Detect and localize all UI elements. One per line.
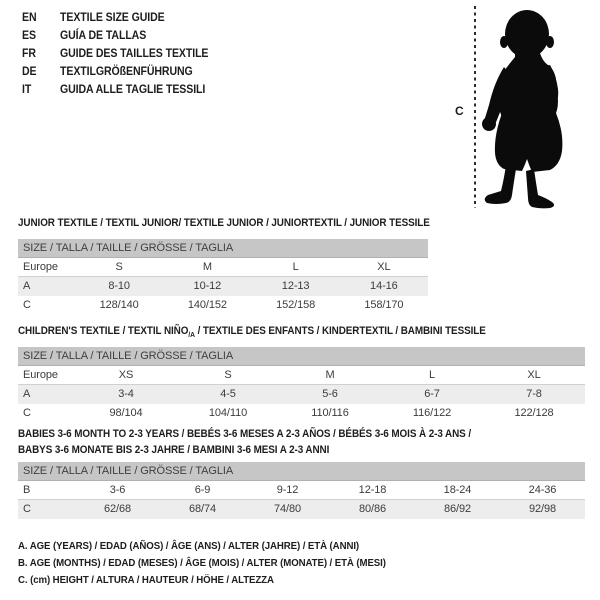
title-line2: BABYS 3-6 MONATE BIS 2-3 JAHRE / BAMBINI 3-6 MESI A 2-3 ANNI — [18, 444, 330, 456]
row-label: B — [23, 484, 31, 496]
table-row-height — [18, 296, 428, 315]
table-cell: 4-5 — [220, 388, 236, 400]
language-code: DE — [22, 64, 37, 78]
table-cell: 7-8 — [526, 388, 542, 400]
size-header-bar: SIZE / TALLA / TAILLE / GRÖSSE / TAGLIA — [18, 239, 428, 258]
children-table-title — [18, 325, 486, 339]
language-code: IT — [22, 82, 32, 96]
table-cell: 9-12 — [276, 484, 299, 496]
footnote-age-years: A. AGE (YEARS) / EDAD (AÑOS) / ÂGE (ANS) / ALTER (JAHRE) / ETÀ (ANNI) — [18, 540, 360, 552]
table-row-europe — [18, 366, 585, 385]
table-cell: 18-24 — [443, 484, 472, 496]
table-row-europe — [18, 258, 428, 277]
table-cell: 3-6 — [109, 484, 126, 496]
table-row-age — [18, 277, 428, 296]
language-row-de — [22, 62, 229, 80]
baby-silhouette — [480, 5, 580, 212]
table-cell: 12-18 — [358, 484, 387, 496]
table-cell: 6-7 — [424, 388, 440, 400]
table-cell: 74/80 — [273, 503, 302, 515]
table-cell: 104/110 — [208, 407, 248, 419]
table-row-height — [18, 500, 585, 519]
row-label: A — [23, 280, 31, 292]
table-cell: 140/152 — [187, 299, 227, 311]
row-label: C — [23, 299, 31, 311]
table-cell: M — [202, 261, 212, 273]
table-row-months — [18, 481, 585, 500]
row-label: A — [23, 388, 31, 400]
language-code: EN — [22, 10, 37, 24]
table-cell: 86/92 — [443, 503, 472, 515]
height-measure-line — [474, 6, 476, 208]
junior-size-table — [18, 239, 428, 315]
children-size-table — [18, 347, 585, 423]
table-cell: 12-13 — [281, 280, 310, 292]
table-cell: L — [428, 369, 436, 381]
table-cell: 10-12 — [193, 280, 222, 292]
size-header-bar: SIZE / TALLA / TAILLE / GRÖSSE / TAGLIA — [18, 347, 585, 366]
junior-table-title: JUNIOR TEXTILE / TEXTIL JUNIOR/ TEXTILE JUNIOR / JUNIORTEXTIL / JUNIOR TESSILE — [18, 217, 430, 229]
title-subscript: /A — [188, 330, 195, 340]
table-cell: XL — [527, 369, 541, 381]
title-text: / TEXTILE DES ENFANTS / KINDERTEXTIL / BAMBINI TESSILE — [194, 325, 486, 337]
guide-title-es: GUÍA DE TALLAS — [60, 28, 147, 42]
babies-table-title — [18, 426, 471, 458]
table-cell: 68/74 — [188, 503, 217, 515]
table-cell: 98/104 — [109, 407, 143, 419]
table-cell: 14-16 — [370, 280, 398, 292]
table-cell: 92/98 — [528, 503, 557, 515]
table-cell: 80/86 — [358, 503, 387, 515]
footnotes — [18, 538, 418, 589]
table-cell: S — [115, 261, 123, 273]
row-label: Europe — [23, 369, 58, 381]
table-cell: 122/128 — [514, 407, 554, 419]
size-header-bar: SIZE / TALLA / TAILLE / GRÖSSE / TAGLIA — [18, 462, 585, 481]
height-measure-label: C — [455, 104, 464, 118]
footnote-height: C. (cm) HEIGHT / ALTURA / HAUTEUR / HÖHE / ALTEZZA — [18, 574, 274, 586]
table-cell: 62/68 — [103, 503, 132, 515]
table-cell: 6-9 — [194, 484, 211, 496]
table-cell: M — [325, 369, 335, 381]
guide-title-de: TEXTILGRÖßENFÜHRUNG — [60, 64, 193, 78]
table-cell: 152/158 — [276, 299, 316, 311]
language-row-es — [22, 26, 229, 44]
table-cell: 158/170 — [364, 299, 404, 311]
table-cell: 116/122 — [412, 407, 452, 419]
table-cell: 8-10 — [108, 280, 130, 292]
table-cell: 24-36 — [528, 484, 557, 496]
row-label: Europe — [23, 261, 58, 273]
table-cell: 128/140 — [99, 299, 139, 311]
language-code: FR — [22, 46, 36, 60]
table-cell: XS — [118, 369, 134, 381]
language-code: ES — [22, 28, 36, 42]
table-row-height — [18, 404, 585, 423]
row-label: C — [23, 407, 31, 419]
footnote-age-months: B. AGE (MONTHS) / EDAD (MESES) / ÂGE (MOIS) / ALTER (MONATE) / ETÀ (MESI) — [18, 557, 386, 569]
table-cell: 3-4 — [118, 388, 134, 400]
babies-size-table — [18, 462, 585, 519]
language-row-it — [22, 80, 229, 98]
title-line1: BABIES 3-6 MONTH TO 2-3 YEARS / BEBÉS 3-6 MESES A 2-3 AÑOS / BÉBÉS 3-6 MOIS À 2-3 ANS / — [18, 428, 471, 440]
title-text: CHILDREN'S TEXTILE / TEXTIL NIÑO — [18, 325, 189, 337]
table-cell: XL — [377, 261, 391, 273]
language-row-en — [22, 8, 229, 26]
table-cell: 110/116 — [311, 407, 349, 419]
guide-title-fr: GUIDE DES TAILLES TEXTILE — [60, 46, 209, 60]
guide-title-en: TEXTILE SIZE GUIDE — [60, 10, 165, 24]
table-row-age — [18, 385, 585, 404]
row-label: C — [23, 503, 31, 515]
language-title-block — [22, 8, 229, 98]
guide-title-it: GUIDA ALLE TAGLIE TESSILI — [60, 82, 206, 96]
table-cell: L — [292, 261, 299, 273]
table-cell: 5-6 — [322, 388, 338, 400]
table-cell: S — [224, 369, 232, 381]
language-row-fr — [22, 44, 229, 62]
